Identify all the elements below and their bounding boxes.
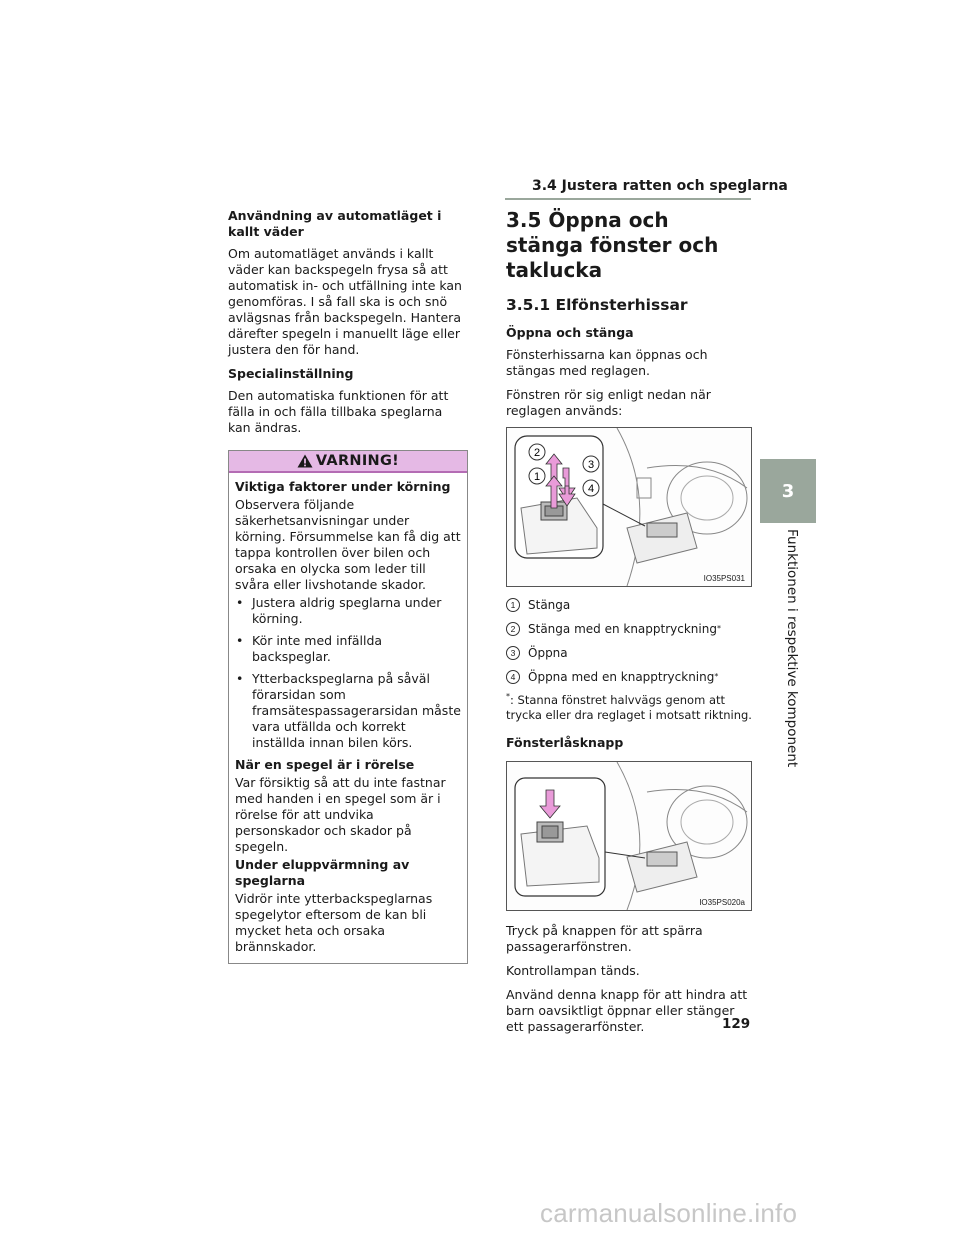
warning-triangle-icon [297, 454, 313, 468]
legend-text: Stänga [528, 598, 571, 612]
legend-number: 4 [506, 670, 520, 684]
bullet-text: Kör inte med infällda backspeglar. [252, 633, 383, 664]
fig1-label: 3 [587, 459, 595, 471]
legend-number: 3 [506, 646, 520, 660]
bullet-text: Ytterbackspeglarna på såväl förarsidan som framsätespassagerarsidan måste vara utfällda och korrekt inställda innan bilen körs. [252, 671, 461, 750]
left-column [228, 208, 468, 964]
legend-number: 2 [506, 622, 520, 636]
legend-text: Öppna [528, 646, 568, 660]
window-lock-heading: Fönsterlåsknapp [506, 735, 624, 750]
warning-text-moving-mirror: Var försiktig så att du inte fastnar med handen i en spegel som är i rörelse för att undvika personskador och skador på spegeln. [235, 775, 446, 854]
legend-number: 1 [506, 598, 520, 612]
lock-text-3: Använd denna knapp för att hindra att barn oavsiktligt öppnar eller stänger ett passagerarfönster. [506, 987, 748, 1034]
special-setting-text: Den automatiska funktionen för att fälla in och fälla tillbaka speglarna kan ändras. [228, 388, 449, 435]
special-setting-heading: Specialinställning [228, 366, 354, 381]
header-rule [505, 198, 751, 200]
warning-title: VARNING! [315, 453, 400, 469]
warning-heading-heating: Under eluppvärmning av speglarna [235, 857, 410, 888]
fig1-label: 1 [533, 471, 541, 483]
section-header: 3.4 Justera ratten och speglarna [532, 178, 788, 194]
warning-text-driving: Observera följande säkerhetsanvisningar under körning. Försummelse kan få dig att tappa kontrollen över bilen och orsaka en olycka som leder till svåra eller livshotande skador. [235, 497, 461, 592]
warning-bullet [235, 633, 461, 665]
footnote-star: * [506, 692, 510, 702]
figure-code: IO35PS020a [699, 898, 745, 907]
bullet-mark: • [236, 671, 244, 686]
switch-illustration [507, 428, 751, 586]
fig1-label: 2 [533, 447, 541, 459]
chapter-tab [760, 459, 816, 523]
page-number: 129 [722, 1016, 751, 1032]
legend-item [506, 645, 752, 661]
chapter-side-title [768, 529, 808, 768]
lock-text-2: Kontrollampan tänds. [506, 963, 640, 978]
chapter-side-label: Funktionen i respektive komponent [784, 529, 800, 768]
intro-text-2: Fönstren rör sig enligt nedan när reglagen används: [506, 387, 711, 418]
bullet-text: Justera aldrig speglarna under körning. [252, 595, 442, 626]
cold-weather-heading: Användning av automatläget i kallt väder [228, 208, 442, 239]
legend-text: Öppna med en knapptryckning [528, 670, 715, 684]
section-title: 3.5 Öppna och stänga fönster och taklucka [506, 208, 719, 282]
legend-item: 4 Öppna med en knapptryckning * [506, 669, 752, 685]
footnote [506, 693, 752, 723]
window-lock-figure [506, 761, 752, 911]
bullet-mark: • [236, 633, 244, 648]
intro-text: Fönsterhissarna kan öppnas och stängas med reglagen. [506, 347, 708, 378]
warning-box [228, 450, 468, 964]
right-column [506, 208, 752, 1043]
power-window-switch-figure [506, 427, 752, 587]
warning-header [229, 451, 467, 473]
lock-switch-illustration [507, 762, 751, 910]
warning-heading-moving-mirror: När en spegel är i rörelse [235, 757, 415, 772]
fig1-label: 4 [587, 483, 595, 495]
legend-item: 2 Stänga med en knapptryckning * [506, 621, 752, 637]
figure-code: IO35PS031 [703, 574, 745, 583]
subsection-title: 3.5.1 Elfönsterhissar [506, 296, 688, 314]
warning-bullet [235, 595, 461, 627]
watermark: carmanualsonline.info [540, 1198, 798, 1228]
warning-heading-driving: Viktiga faktorer under körning [235, 479, 451, 494]
cold-weather-text: Om automatläget används i kallt väder kan backspegeln frysa så att automatisk in- och utfällning inte kan genomföras. I så fall ska is och snö avlägsnas från backspegeln. Hantera därefter spegeln i manuellt läge eller justera den för hand. [228, 246, 462, 357]
chapter-number: 3 [781, 480, 795, 502]
legend-text: Stänga med en knapptryckning [528, 622, 717, 636]
bullet-mark: • [236, 595, 244, 610]
warning-text-heating: Vidrör inte ytterbackspeglarnas spegelytor eftersom de kan bli mycket heta och orsaka brännskador. [235, 891, 433, 954]
warning-bullet [235, 671, 461, 751]
open-close-heading: Öppna och stänga [506, 325, 634, 340]
footnote-text: : Stanna fönstret halvvägs genom att trycka eller dra reglaget i motsatt riktning. [506, 693, 752, 722]
lock-text-1: Tryck på knappen för att spärra passagerarfönstren. [506, 923, 703, 954]
legend-item [506, 597, 752, 613]
